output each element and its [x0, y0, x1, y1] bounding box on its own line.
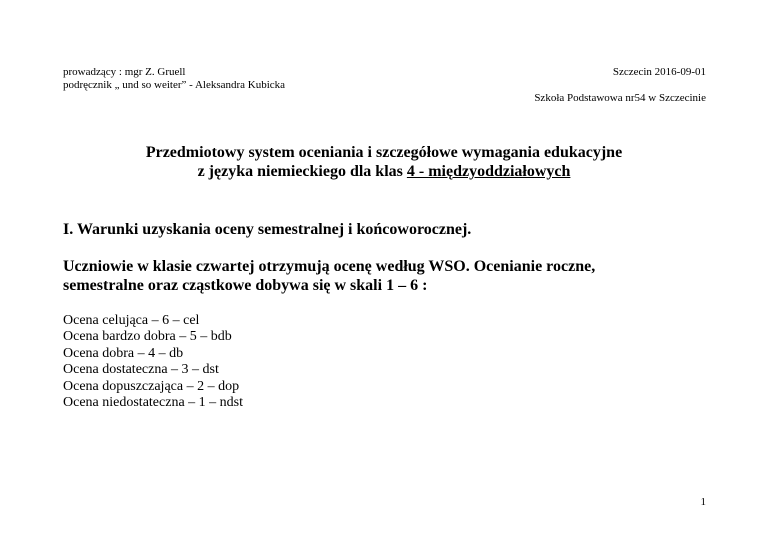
header-left	[63, 66, 285, 92]
title-line-2-prefix: z języka niemieckiego dla klas	[197, 163, 407, 180]
grade-item: Ocena niedostateczna – 1 – ndst	[63, 395, 243, 411]
intro-line-2: semestralne oraz cząstkowe dobywa się w skali 1 – 6 :	[63, 277, 428, 294]
title-line-2	[0, 162, 768, 181]
teacher-line: prowadzący : mgr Z. Gruell	[63, 66, 186, 78]
grade-item: Ocena bardzo dobra – 5 – bdb	[63, 329, 232, 345]
intro-line-1: Uczniowie w klasie czwartej otrzymują ocenę według WSO. Ocenianie roczne,	[63, 258, 596, 275]
grade-item: Ocena dopuszczająca – 2 – dop	[63, 378, 240, 394]
textbook-line: podręcznik „ und so weiter” - Aleksandra Kubicka	[63, 79, 286, 91]
page-number: 1	[700, 496, 706, 508]
intro-paragraph	[63, 257, 595, 295]
school-name: Szkoła Podstawowa nr54 w Szczecinie	[534, 92, 706, 104]
grade-scale-list	[63, 313, 243, 411]
grade-item: Ocena celująca – 6 – cel	[63, 313, 200, 328]
grade-item: Ocena dobra – 4 – db	[63, 345, 184, 361]
section-heading: I. Warunki uzyskania oceny semestralnej i końcoworocznej.	[63, 221, 472, 238]
document-date: Szczecin 2016-09-01	[612, 66, 706, 78]
title-class-underlined: 4 - międzyoddziałowych	[406, 163, 571, 180]
title-line-1: Przedmiotowy system oceniania i szczegółowe wymagania edukacyjne	[145, 144, 623, 161]
document-title	[0, 143, 768, 181]
grade-item: Ocena dostateczna – 3 – dst	[63, 362, 219, 378]
